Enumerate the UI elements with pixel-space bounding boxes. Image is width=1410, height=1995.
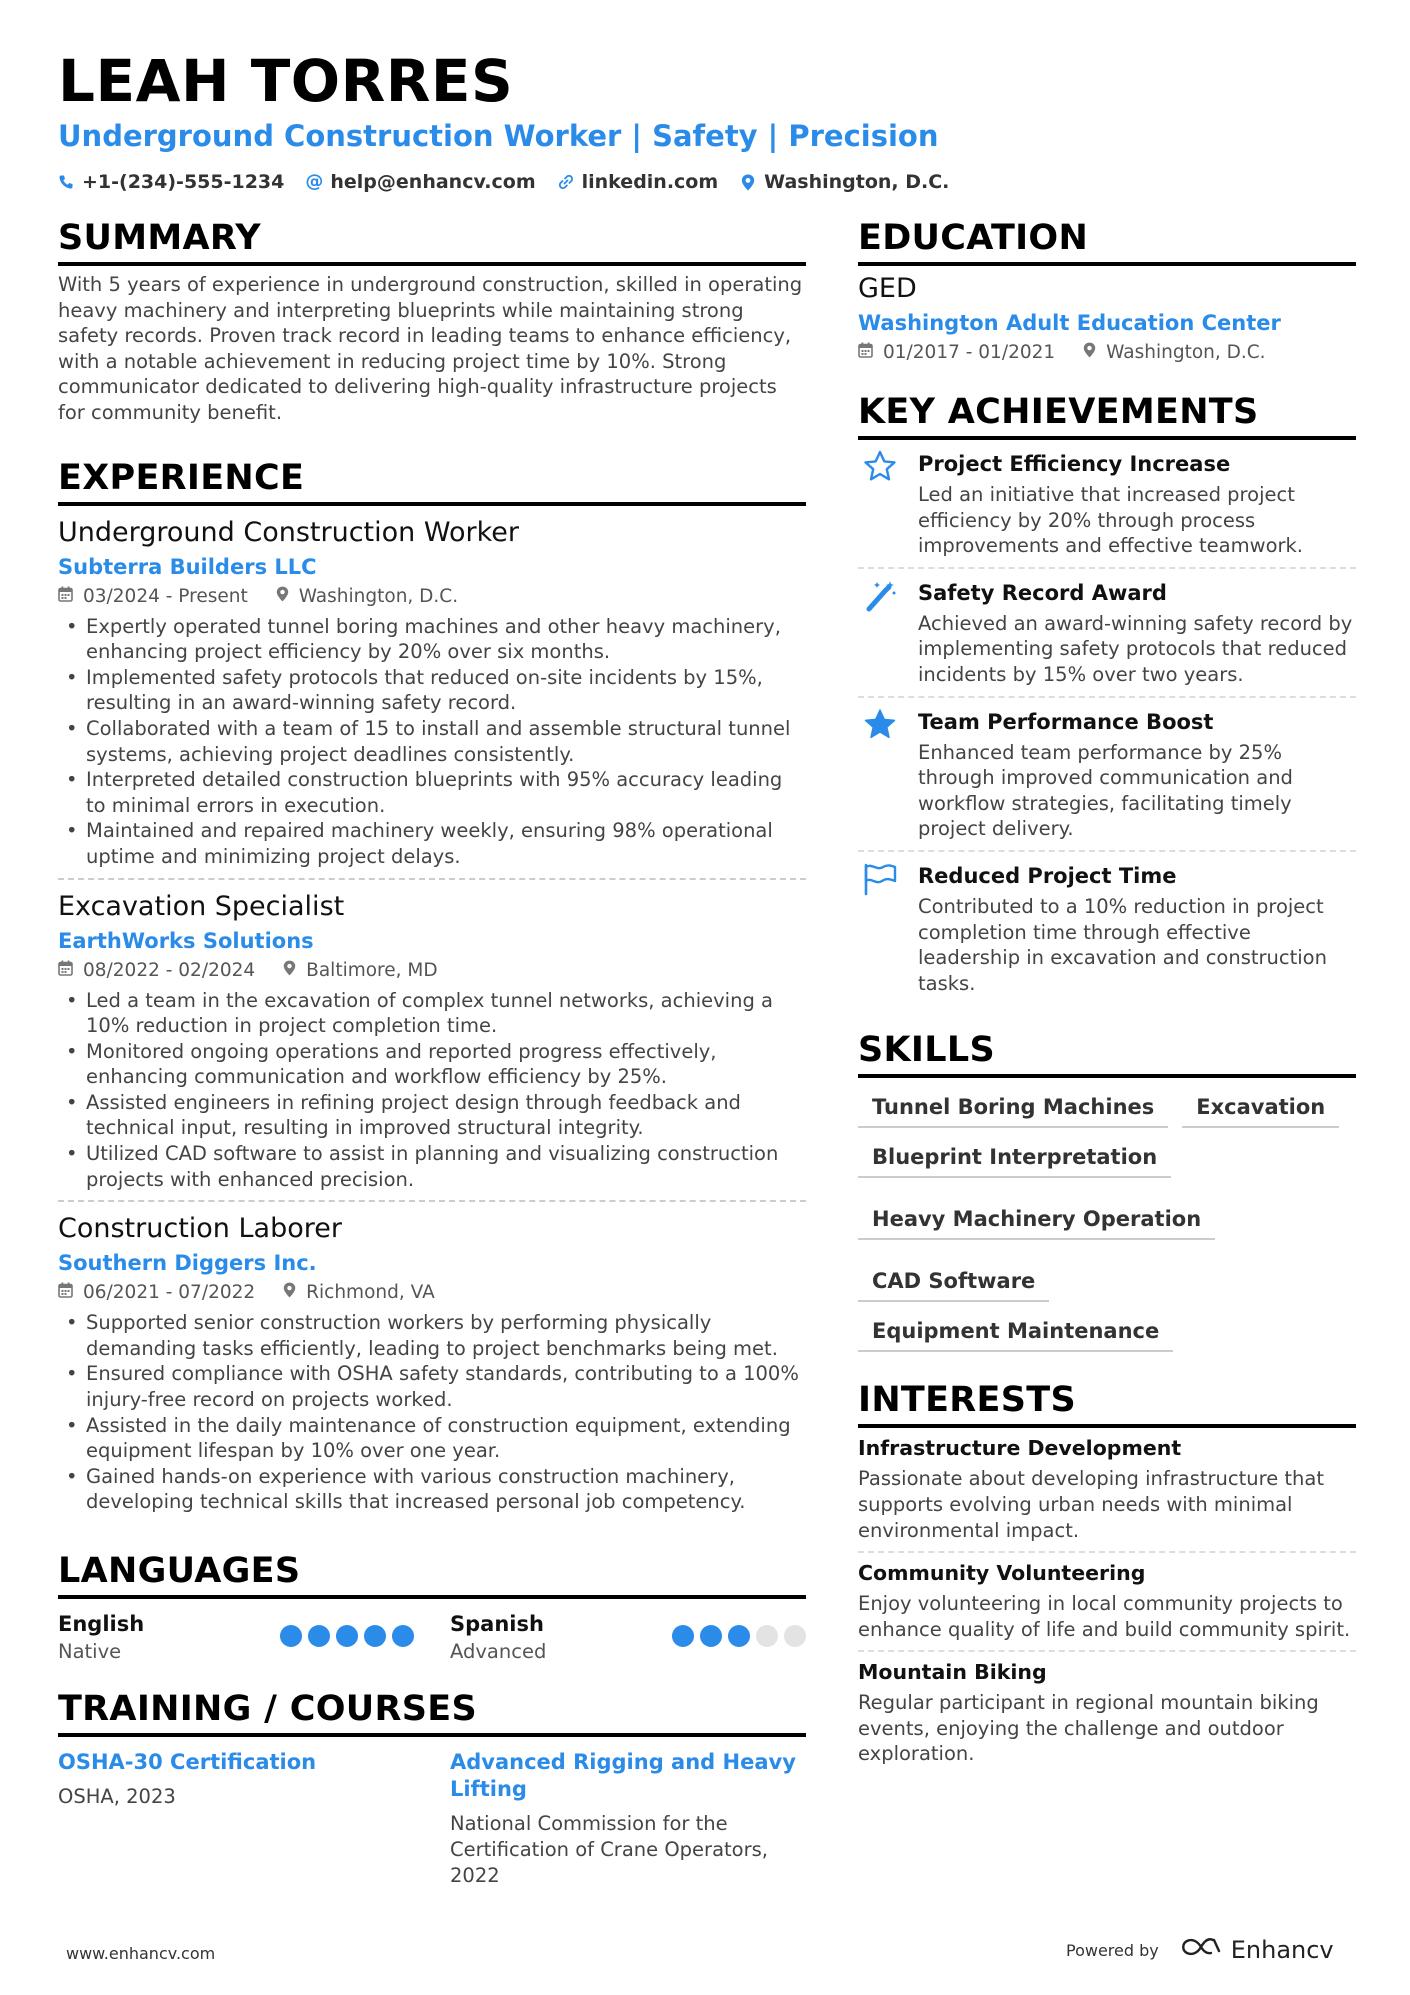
edu-location-wrap bbox=[1083, 340, 1265, 366]
interest-item bbox=[858, 1553, 1356, 1652]
location-pin-icon bbox=[740, 174, 756, 190]
phone-icon bbox=[58, 174, 74, 190]
bullet-item: • Monitored ongoing operations and reported progress effectively, enhancing communication and workflow efficiency by 25%. bbox=[58, 1039, 806, 1090]
contact-linkedin-text: linkedin.com bbox=[581, 171, 719, 193]
link-icon bbox=[558, 174, 574, 190]
rating-dot-filled bbox=[364, 1625, 386, 1647]
language-level: Native bbox=[58, 1640, 122, 1663]
interest-desc: Enjoy volunteering in local community projects to enhance quality of life and build community spirit. bbox=[858, 1592, 1351, 1641]
bullet-item: • Interpreted detailed construction blueprints with 95% accuracy leading to minimal errors in execution. bbox=[58, 767, 806, 818]
location-pin-icon bbox=[1083, 340, 1096, 366]
job-dates: 06/2021 - 07/2022 bbox=[83, 1282, 256, 1304]
interest-desc: Passionate about developing infrastructure that supports evolving urban needs with minimal environmental impact. bbox=[858, 1467, 1325, 1542]
location-pin-icon bbox=[283, 958, 296, 984]
rating-dot-filled bbox=[672, 1625, 694, 1647]
skills-heading: SKILLS bbox=[858, 1028, 1356, 1078]
right-column bbox=[858, 216, 1356, 1775]
bullet-item: • Maintained and repaired machinery weekly, ensuring 98% operational uptime and minimizing project delays. bbox=[58, 818, 806, 869]
achievements-section bbox=[858, 390, 1356, 1004]
achievement-desc: Led an initiative that increased project efficiency by 20% through process improvements and effective teamwork. bbox=[918, 483, 1304, 558]
contact-location-text: Washington, D.C. bbox=[764, 171, 950, 193]
interest-title: Community Volunteering bbox=[858, 1561, 1146, 1586]
at-icon: @ bbox=[305, 171, 324, 192]
job-location-wrap bbox=[283, 1280, 435, 1306]
achievement-desc: Contributed to a 10% reduction in project completion time through effective leadership in excavation and construction tasks. bbox=[918, 894, 1327, 995]
footer-website[interactable]: www.enhancv.com bbox=[66, 1944, 216, 1963]
contact-bar bbox=[58, 170, 949, 194]
school-name: Washington Adult Education Center bbox=[858, 311, 1281, 335]
job-title: Underground Construction Worker bbox=[58, 516, 519, 548]
infinity-icon bbox=[1179, 1936, 1223, 1964]
skill-tag: CAD Software bbox=[858, 1264, 1049, 1302]
education-heading: EDUCATION bbox=[858, 216, 1356, 266]
job-bullets bbox=[58, 1310, 806, 1515]
calendar-icon bbox=[58, 584, 73, 610]
contact-phone[interactable] bbox=[58, 170, 284, 194]
rating-dot-filled bbox=[280, 1625, 302, 1647]
bullet-item: • Assisted in the daily maintenance of construction equipment, extending equipment lifespan by 10% over one year. bbox=[58, 1413, 806, 1464]
job-meta bbox=[58, 1280, 806, 1306]
rating-dot-filled bbox=[336, 1625, 358, 1647]
achievement-item bbox=[858, 440, 1356, 569]
achievement-item bbox=[858, 852, 1356, 1004]
course-item bbox=[450, 1749, 806, 1889]
course-title: Advanced Rigging and Heavy Lifting bbox=[450, 1750, 796, 1801]
powered-by-text: Powered by bbox=[1066, 1940, 1159, 1960]
language-rating bbox=[280, 1625, 414, 1647]
summary-text: With 5 years of experience in underground construction, skilled in operating heavy machinery and interpreting blueprints while maintaining strong safety records. Proven track record in leading teams to enhance efficiency, with a notable achievement in reducing project time by 10%. Strong communicator dedicated to delivering high-quality infrastructure projects for community benefit. bbox=[58, 273, 803, 424]
education-section bbox=[858, 216, 1356, 366]
contact-location bbox=[740, 170, 949, 194]
contact-phone-text: +1-(234)-555-1234 bbox=[82, 171, 285, 193]
contact-email[interactable] bbox=[306, 170, 535, 194]
skill-tag: Equipment Maintenance bbox=[858, 1314, 1173, 1352]
languages-list bbox=[58, 1611, 806, 1665]
training-heading: TRAINING / COURSES bbox=[58, 1687, 806, 1737]
language-rating bbox=[672, 1625, 806, 1647]
skill-tag: Tunnel Boring Machines bbox=[858, 1090, 1168, 1128]
language-name: English bbox=[58, 1612, 145, 1636]
job-entry bbox=[58, 506, 806, 878]
edu-dates: 01/2017 - 01/2021 bbox=[883, 342, 1056, 363]
brand-name: Enhancv bbox=[1230, 1936, 1334, 1964]
achievement-title: Reduced Project Time bbox=[918, 863, 1177, 888]
bullet-item: • Supported senior construction workers by performing physically demanding tasks efficiently, leading to project benchmarks being met. bbox=[58, 1310, 806, 1361]
language-name: Spanish bbox=[450, 1612, 544, 1636]
calendar-icon bbox=[58, 958, 73, 984]
skill-tag: Blueprint Interpretation bbox=[858, 1140, 1171, 1178]
degree: GED bbox=[858, 273, 917, 304]
education-meta bbox=[858, 340, 1356, 366]
location-pin-icon bbox=[276, 584, 289, 610]
training-list bbox=[58, 1749, 806, 1889]
languages-heading: LANGUAGES bbox=[58, 1549, 806, 1599]
contact-email-text: help@enhancv.com bbox=[330, 171, 536, 193]
rating-dot-empty bbox=[784, 1625, 806, 1647]
job-entry bbox=[58, 1200, 806, 1523]
left-column bbox=[58, 216, 806, 1889]
course-provider: OSHA, 2023 bbox=[58, 1785, 176, 1808]
language-level: Advanced bbox=[450, 1640, 547, 1663]
skills-list bbox=[858, 1090, 1356, 1352]
enhancv-logo[interactable] bbox=[1179, 1936, 1334, 1964]
course-provider: National Commission for the Certification of Crane Operators, 2022 bbox=[450, 1812, 768, 1887]
footer-branding bbox=[1066, 1936, 1334, 1964]
star-outline-icon bbox=[858, 450, 902, 484]
job-location-wrap bbox=[276, 584, 458, 610]
language-item bbox=[58, 1611, 414, 1665]
magic-wand-icon bbox=[858, 579, 902, 613]
edu-dates-wrap bbox=[858, 340, 1055, 366]
achievement-title: Project Efficiency Increase bbox=[918, 452, 1231, 476]
job-title: Construction Laborer bbox=[58, 1213, 342, 1245]
job-title: Excavation Specialist bbox=[58, 890, 345, 922]
rating-dot-filled bbox=[392, 1625, 414, 1647]
job-entry bbox=[58, 878, 806, 1201]
company-name: Southern Diggers Inc. bbox=[58, 1251, 317, 1276]
candidate-name: LEAH TORRES bbox=[58, 47, 514, 115]
experience-section bbox=[58, 456, 806, 1523]
achievement-title: Team Performance Boost bbox=[918, 709, 1214, 734]
bullet-item: • Utilized CAD software to assist in planning and visualizing construction projects with enhanced precision. bbox=[58, 1141, 806, 1192]
job-bullets bbox=[58, 988, 806, 1193]
achievement-desc: Achieved an award-winning safety record by implementing safety protocols that reduced incidents by 15% over two years. bbox=[918, 611, 1353, 686]
job-bullets bbox=[58, 614, 806, 870]
tagline: Underground Construction Worker | Safety | Precision bbox=[58, 119, 939, 153]
course-title: OSHA-30 Certification bbox=[58, 1750, 317, 1774]
training-section bbox=[58, 1687, 806, 1889]
company-name: Subterra Builders LLC bbox=[58, 554, 317, 579]
achievement-desc: Enhanced team performance by 25% through improved communication and workflow strategies, facilitating timely project delivery. bbox=[918, 740, 1293, 841]
job-dates: 08/2022 - 02/2024 bbox=[83, 959, 256, 981]
languages-section bbox=[58, 1549, 806, 1665]
job-location-wrap bbox=[283, 958, 437, 984]
bullet-item: • Led a team in the excavation of complex tunnel networks, achieving a 10% reduction in project completion time. bbox=[58, 988, 806, 1039]
job-dates-wrap bbox=[58, 1280, 255, 1306]
interest-title: Infrastructure Development bbox=[858, 1436, 1182, 1461]
job-location: Baltimore, MD bbox=[306, 959, 438, 981]
skills-section bbox=[858, 1028, 1356, 1352]
skill-tag: Heavy Machinery Operation bbox=[858, 1202, 1215, 1240]
star-filled-icon bbox=[858, 708, 902, 742]
interests-section bbox=[858, 1378, 1356, 1775]
bullet-item: • Gained hands-on experience with various construction machinery, developing technical skills that increased personal job competency. bbox=[58, 1464, 806, 1515]
flag-icon bbox=[858, 862, 902, 896]
achievement-title: Safety Record Award bbox=[918, 580, 1167, 605]
summary-section bbox=[58, 216, 806, 426]
job-location: Washington, D.C. bbox=[298, 585, 459, 607]
calendar-icon bbox=[858, 340, 873, 366]
bullet-item: • Assisted engineers in refining project design through feedback and technical input, resulting in improved structural integrity. bbox=[58, 1090, 806, 1141]
interest-title: Mountain Biking bbox=[858, 1660, 1047, 1685]
experience-heading: EXPERIENCE bbox=[58, 456, 806, 506]
location-pin-icon bbox=[283, 1280, 296, 1306]
contact-linkedin[interactable] bbox=[558, 170, 719, 194]
job-meta bbox=[58, 958, 806, 984]
bullet-item: • Implemented safety protocols that reduced on-site incidents by 15%, resulting in an award-winning safety record. bbox=[58, 665, 806, 716]
job-dates: 03/2024 - Present bbox=[83, 585, 248, 607]
interest-item bbox=[858, 1652, 1356, 1775]
achievement-item bbox=[858, 698, 1356, 852]
interest-desc: Regular participant in regional mountain biking events, enjoying the challenge and outdoor exploration. bbox=[858, 1691, 1319, 1766]
calendar-icon bbox=[58, 1280, 73, 1306]
interests-heading: INTERESTS bbox=[858, 1378, 1356, 1428]
bullet-item: • Expertly operated tunnel boring machines and other heavy machinery, enhancing project efficiency by 20% over six months. bbox=[58, 614, 806, 665]
summary-heading: SUMMARY bbox=[58, 216, 806, 266]
bullet-item: • Collaborated with a team of 15 to install and assemble structural tunnel systems, achieving project deadlines consistently. bbox=[58, 716, 806, 767]
rating-dot-filled bbox=[308, 1625, 330, 1647]
rating-dot-filled bbox=[700, 1625, 722, 1647]
bullet-item: • Ensured compliance with OSHA safety standards, contributing to a 100% injury-free record on projects worked. bbox=[58, 1361, 806, 1412]
course-item bbox=[58, 1749, 414, 1889]
job-meta bbox=[58, 584, 806, 610]
achievements-heading: KEY ACHIEVEMENTS bbox=[858, 390, 1356, 440]
edu-location: Washington, D.C. bbox=[1106, 342, 1266, 363]
rating-dot-filled bbox=[728, 1625, 750, 1647]
job-dates-wrap bbox=[58, 584, 248, 610]
job-dates-wrap bbox=[58, 958, 255, 984]
skill-tag: Excavation bbox=[1182, 1090, 1339, 1128]
rating-dot-empty bbox=[756, 1625, 778, 1647]
job-location: Richmond, VA bbox=[306, 1282, 435, 1304]
company-name: EarthWorks Solutions bbox=[58, 928, 314, 953]
achievement-item bbox=[858, 569, 1356, 698]
interest-item bbox=[858, 1428, 1356, 1553]
language-item bbox=[450, 1611, 806, 1665]
